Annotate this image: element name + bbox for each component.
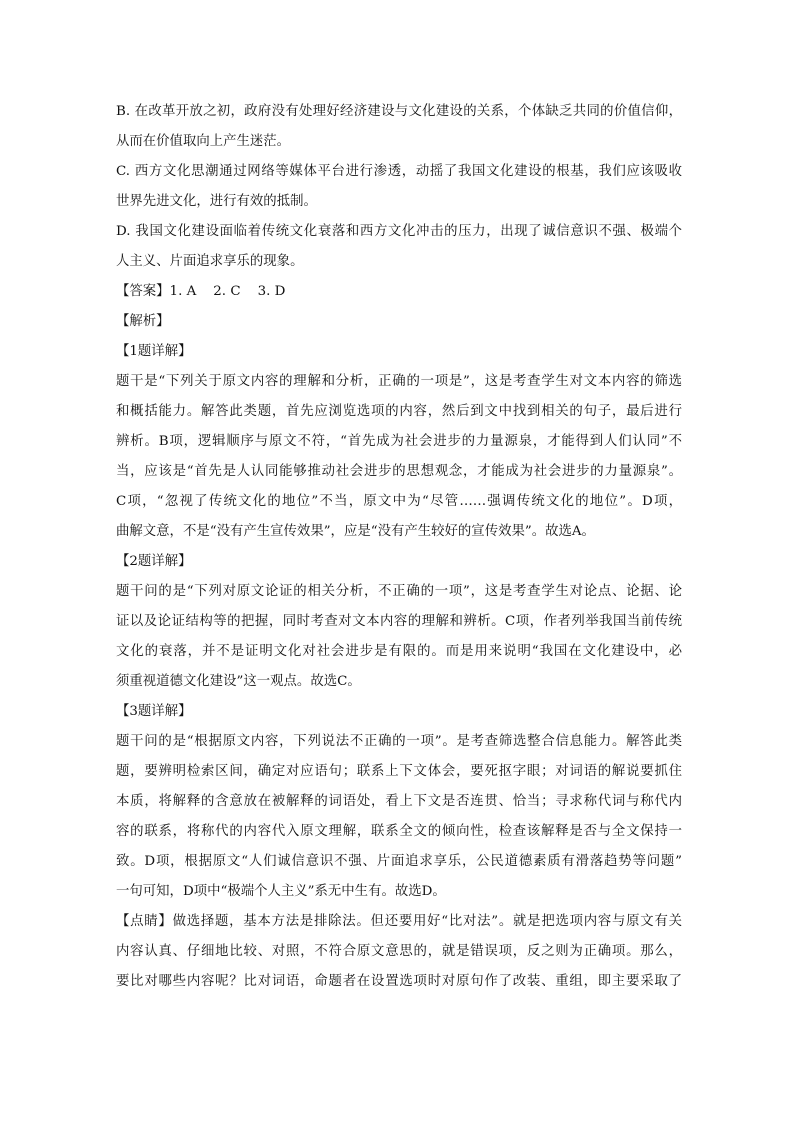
text-line: 题干问的是“根据原文内容，下列说法不正确的一项”。是考查筛选整合信息能力。解答此类 [116, 734, 682, 749]
text-line: 【点睛】做选择题，基本方法是排除法。但还要用好“比对法”。就是把选项内容与原文有关 [116, 914, 682, 929]
section-heading: 【1题详解】 [116, 344, 192, 359]
text-line: 和概括能力。解答此类题，首先应浏览选项的内容，然后到文中找到相关的句子，最后进行 [116, 404, 682, 419]
text-line: 人主义、片面追求享乐的现象。 [116, 254, 304, 269]
question-3-explanation [116, 697, 682, 907]
option-d [116, 217, 682, 277]
option-c [116, 157, 682, 217]
text-line: 题干是“下列关于原文内容的理解和分析，正确的一项是”，这是考查学生对文本内容的筛选 [116, 374, 682, 389]
text-line: C. 西方文化思潮通过网络等媒体平台进行渗透，动摇了我国文化建设的根基，我们应该吸收 [116, 164, 682, 179]
question-2-explanation [116, 547, 682, 697]
text-line: 曲解文意，不是“没有产生宣传效果”，应是“没有产生较好的宣传效果”。故选A。 [116, 524, 595, 539]
text-line: 辨析。B项，逻辑顺序与原文不符，“首先成为社会进步的力量源泉，才能得到人们认同”不 [116, 434, 682, 449]
text-line: 须重视道德文化建设”这一观点。故选C。 [116, 674, 361, 689]
text-line: C项，“忽视了传统文化的地位”不当，原文中为“尽管……强调传统文化的地位”。D项， [116, 494, 682, 509]
question-1-explanation [116, 337, 682, 547]
text-line: 当，应该是“首先是人认同能够推动社会进步的思想观念，才能成为社会进步的力量源泉”。 [116, 464, 682, 479]
text-line: 文化的衰落，并不是证明文化对社会进步是有限的。而是用来说明“我国在文化建设中，必 [116, 644, 682, 659]
text-line: 内容认真、仔细地比较、对照，不符合原文意思的，就是错误项，反之则为正确项。那么， [116, 944, 682, 959]
tips-section [116, 907, 682, 997]
text-line: 世界先进文化，进行有效的抵制。 [116, 194, 317, 209]
text-line: B. 在改革开放之初，政府没有处理好经济建设与文化建设的关系，个体缺乏共同的价值信仰， [116, 104, 682, 119]
option-b [116, 97, 682, 157]
text-line: D. 我国文化建设面临着传统文化衰落和西方文化冲击的压力，出现了诚信意识不强、极端个 [116, 224, 682, 239]
answer-line: 【答案】1. A 2. C 3. D [116, 284, 286, 299]
document-page [116, 97, 682, 997]
section-heading: 【2题详解】 [116, 554, 192, 569]
text-line: 证以及论证结构等的把握，同时考查对文本内容的理解和辨析。C项，作者列举我国当前传统 [116, 614, 682, 629]
text-line: 容的联系，将称代的内容代入原文理解，联系全文的倾向性，检查该解释是否与全文保持一 [116, 824, 682, 839]
analysis-heading: 【解析】 [116, 314, 170, 329]
section-heading: 【3题详解】 [116, 704, 192, 719]
text-line: 本质，将解释的含意放在被解释的词语处，看上下文是否连贯、恰当；寻求称代词与称代内 [116, 794, 682, 809]
text-line: 从而在价值取向上产生迷茫。 [116, 134, 291, 149]
text-line: 一句可知，D项中“极端个人主义”系无中生有。故选D。 [116, 884, 446, 899]
text-line: 题，要辨明检索区间，确定对应语句；联系上下文体会，要死抠字眼；对词语的解说要抓住 [116, 764, 682, 779]
text-line: 要比对哪些内容呢？比对词语，命题者在设置选项时对原句作了改装、重组，即主要采取了 [116, 974, 682, 989]
text-line: 致。D项，根据原文“人们诚信意识不强、片面追求享乐，公民道德素质有滑落趋势等问题” [116, 854, 682, 869]
text-line: 题干问的是“下列对原文论证的相关分析，不正确的一项”，这是考查学生对论点、论据、论 [116, 584, 682, 599]
